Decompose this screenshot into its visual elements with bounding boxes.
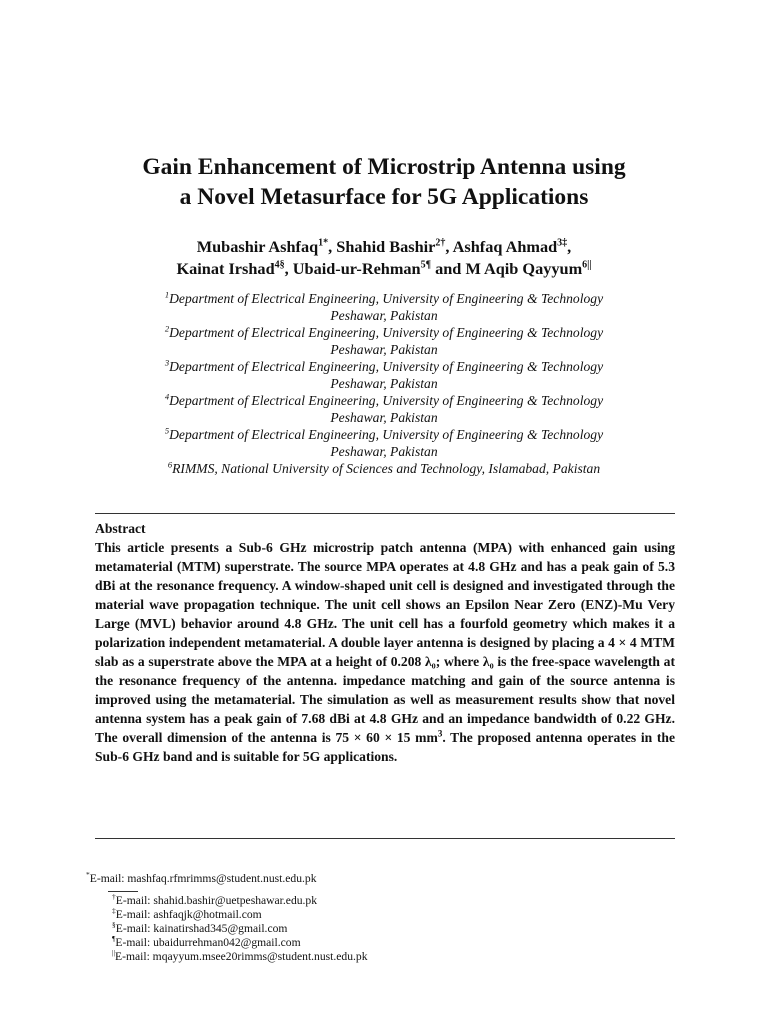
affiliation: $^4$Department of Electrical Engineering, University of Engineering & Technology Peshawar, Pakistan xyxy=(164,391,604,425)
footnote: ||E-mail: mqayyum.msee20rimms@student.nust.edu.pk xyxy=(112,948,368,963)
abstract-heading: Abstract xyxy=(95,521,146,536)
affiliation: $^5$Department of Electrical Engineering, University of Engineering & Technology Peshawar, Pakistan xyxy=(164,425,604,459)
footnote-list xyxy=(86,894,368,964)
affiliation-list xyxy=(60,290,708,477)
footnote: *E-mail: mashfaq.rfmrimms@student.nust.edu.pk xyxy=(86,870,317,885)
author: Mubashir Ashfaq$^{1*}$ xyxy=(196,237,329,256)
affiliation: $^1$Department of Electrical Engineering, University of Engineering & Technology Peshawar, Pakistan xyxy=(164,289,604,323)
footnote: ¶E-mail: ubaidurrehman042@gmail.com xyxy=(112,934,301,949)
title-line-1: Gain Enhancement of Microstrip Antenna using xyxy=(142,154,626,180)
author: Shahid Bashir$^{2\dagger}$ xyxy=(336,237,446,256)
abstract-bottom-rule xyxy=(95,838,675,839)
paper-title xyxy=(60,152,708,212)
footnote: §E-mail: kainatirshad345@gmail.com xyxy=(112,920,288,935)
abstract-section xyxy=(95,519,675,766)
abstract-body: This article presents a Sub-6 GHz microstrip patch antenna (MPA) with enhanced gain using metamaterial (MTM) superstrate. The source MPA operates at 4.8 GHz and has a peak gain of 5.3 dBi at the resonance frequency. A window-shaped unit cell is designed and investigated through the material wave propagation technique. The unit cell shows an Epsilon Near Zero (ENZ)-Mu Very Large (MVL) behavior around 4.8 GHz. The unit cell has a fourfold geometry which makes it a polarization independent metamaterial. A double layer antenna is designed by placing a 4 × 4 MTM slab as a superstrate above the MPA at a height of 0.208 λ₀; where λ₀ is the free-space wavelength at the resonance frequency of the antenna. impedance matching and gain of the source antenna is improved using the metamaterial. The simulation as well as measurement results show that novel antenna system has a peak gain of 7.68 dBi at 4.8 GHz and an impedance bandwidth of 0.22 GHz. The overall dimension of the antenna is 75 × 60 × 15 $mm^3$. The proposed antenna operates in the Sub-6 GHz band and is suitable for 5G applications. xyxy=(95,540,675,764)
affiliation: $^6$RIMMS, National University of Sciences and Technology, Islamabad, Pakistan xyxy=(167,459,601,476)
author-list xyxy=(60,236,708,280)
affiliation: $^3$Department of Electrical Engineering, University of Engineering & Technology Peshawar, Pakistan xyxy=(164,357,604,391)
author-line-1: Mubashir Ashfaq$^{1*}$, Shahid Bashir$^{2\dagger}$, Ashfaq Ahmad$^{3\ddagger}$, xyxy=(196,237,572,256)
author: Kainat Irshad$^{4\S}$ xyxy=(176,259,285,278)
author: M Aqib Qayyum$^{6||}$ xyxy=(465,259,592,278)
footnotes xyxy=(86,872,368,964)
author-line-2: Kainat Irshad$^{4\S}$, Ubaid-ur-Rehman$^{5\P}$ and M Aqib Qayyum$^{6||}$ xyxy=(176,259,592,278)
footnote: †E-mail: shahid.bashir@uetpeshawar.edu.pk xyxy=(112,892,318,907)
abstract-top-rule xyxy=(95,513,675,514)
footnote: ‡E-mail: ashfaqjk@hotmail.com xyxy=(112,906,262,921)
affiliation: $^2$Department of Electrical Engineering, University of Engineering & Technology Peshawar, Pakistan xyxy=(164,323,604,357)
title-line-2: a Novel Metasurface for 5G Applications xyxy=(179,184,589,210)
author: Ashfaq Ahmad$^{3\ddagger}$ xyxy=(452,237,568,256)
author: Ubaid-ur-Rehman$^{5\P}$ xyxy=(292,259,432,278)
